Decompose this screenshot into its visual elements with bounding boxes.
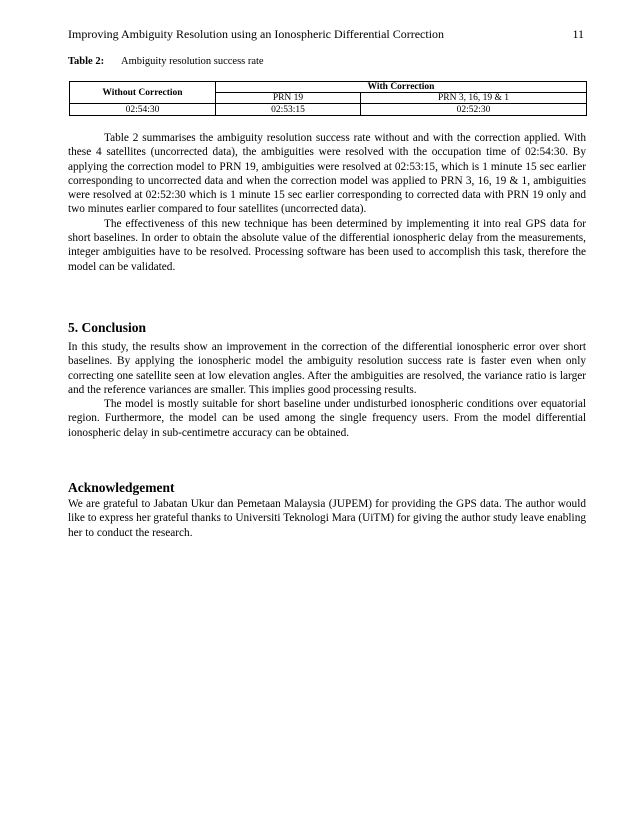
subheader-prn-multi: PRN 3, 16, 19 & 1 — [361, 93, 587, 104]
table-caption-text: Ambiguity resolution success rate — [121, 56, 264, 67]
header-without-correction: Without Correction — [70, 82, 216, 104]
table-row — [70, 104, 587, 116]
running-header — [68, 27, 586, 41]
paragraph: In this study, the results show an improvement in the correction of the differential ionospheric error over short baselines. By applying the ionospheric model the ambiguity resolution success rate is faster even when only correcting one satellite seen at low elevation angles. After the ambiguities are resolved, the variance ratio is larger and the reference variances are smaller. This implies good processing results. — [68, 341, 586, 396]
page-number: 11 — [572, 27, 584, 41]
section-heading-conclusion: 5. Conclusion — [68, 320, 147, 335]
table-caption — [68, 55, 264, 68]
section-heading-acknowledgement: Acknowledgement — [68, 480, 175, 495]
discussion-text — [68, 131, 586, 274]
table-label: Table 2: — [68, 56, 105, 67]
cell-prn-multi: 02:52:30 — [361, 104, 587, 116]
acknowledgement-text — [68, 497, 586, 540]
paragraph: Table 2 summarises the ambiguity resolution success rate without and with the correction applied. With these 4 satellites (uncorrected data), the ambiguities were resolved with the occupation time of 02:54:30. By applying the correction model to PRN 19, ambiguities were resolved at 02:53:15, which is 1 minute 15 sec earlier corresponding to uncorrected data and when the correction model was applied to PRN 3, 16, 19 & 1, ambiguities were resolved at 02:52:30 which is 1 minute 15 sec earlier corresponding to corrected data with PRN 19 only and two minutes earlier compared to four satellites (uncorrected data). — [68, 132, 586, 216]
cell-without: 02:54:30 — [70, 104, 216, 116]
success-rate-table — [69, 81, 587, 116]
cell-prn19: 02:53:15 — [216, 104, 361, 116]
paragraph: The model is mostly suitable for short baseline under undisturbed ionospheric conditions over equatorial region. Furthermore, the model can be used among the single frequency users. From the model differential ionospheric delay in sub-centimetre accuracy can be obtained. — [68, 398, 586, 439]
running-header-title: Improving Ambiguity Resolution using an Ionospheric Differential Correction — [68, 27, 445, 41]
paragraph: The effectiveness of this new technique has been determined by implementing it into real GPS data for short baselines. In order to obtain the absolute value of the differential ionospheric delay from the measurements, integer ambiguities have to be resolved. Processing software has been used to accomplish this task, therefore the model can be validated. — [68, 217, 586, 273]
conclusion-text — [68, 340, 586, 440]
subheader-prn19: PRN 19 — [216, 93, 361, 104]
paragraph: We are grateful to Jabatan Ukur dan Pemetaan Malaysia (JUPEM) for providing the GPS data. The author would like to express her grateful thanks to Universiti Teknologi Mara (UiTM) for giving the author study leave enabling her to conduct the research. — [68, 498, 586, 539]
header-with-correction: With Correction — [216, 82, 587, 93]
